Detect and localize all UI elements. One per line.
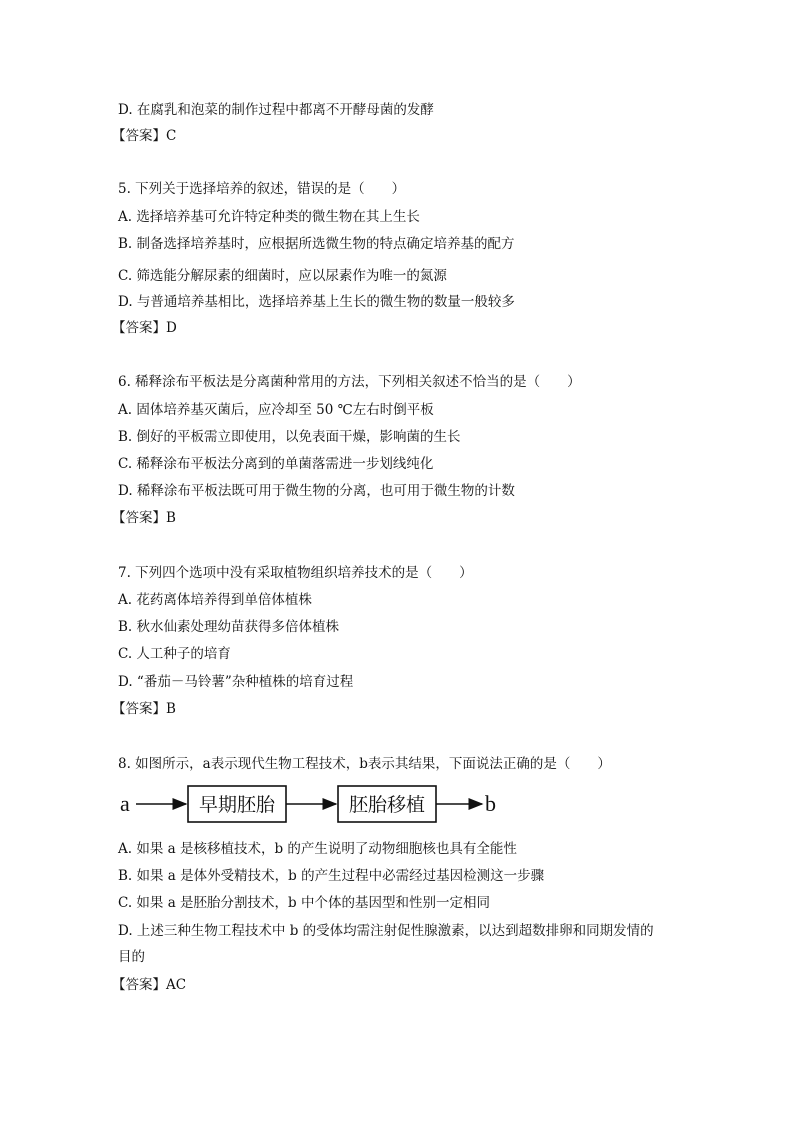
q7-option-c: C. 人工种子的培育 <box>118 646 231 662</box>
q5-option-d: D. 与普通培养基相比，选择培养基上生长的微生物的数量一般较多 <box>118 294 515 310</box>
diagram-box2-label: 胚胎移植 <box>348 794 426 816</box>
q8-answer: 【答案】AC <box>112 977 187 993</box>
q5-option-c: C. 筛选能分解尿素的细菌时，应以尿素作为唯一的氮源 <box>118 268 447 284</box>
q7-option-b: B. 秋水仙素处理幼苗获得多倍体植株 <box>118 619 340 635</box>
q7-option-a: A. 花药离体培养得到单倍体植株 <box>118 592 312 608</box>
q6-option-b: B. 倒好的平板需立即使用，以免表面干燥，影响菌的生长 <box>118 429 461 445</box>
q8-option-d: D. 上述三种生物工程技术中 b 的受体均需注射促性腺激素，以达到超数排卵和同期发情的 <box>118 923 654 939</box>
diagram-start-label: a <box>120 791 130 816</box>
flow-diagram <box>118 780 518 830</box>
q8-stem: 8. 如图所示，a表示现代生物工程技术，b表示其结果，下面说法正确的是（ ） <box>118 756 611 772</box>
q6-stem: 6. 稀释涂布平板法是分离菌种常用的方法，下列相关叙述不恰当的是（ ） <box>118 374 581 390</box>
q7-option-d: D. “番茄－马铃薯”杂种植株的培育过程 <box>118 674 354 690</box>
q6-answer: 【答案】B <box>112 510 176 526</box>
q8-option-d-continued: 目的 <box>118 949 145 965</box>
prev-option-d: D. 在腐乳和泡菜的制作过程中都离不开酵母菌的发酵 <box>118 102 434 118</box>
q5-option-a: A. 选择培养基可允许特定种类的微生物在其上生长 <box>118 209 420 225</box>
q8-option-c: C. 如果 a 是胚胎分割技术，b 中个体的基因型和性别一定相同 <box>118 895 490 911</box>
q6-option-a: A. 固体培养基灭菌后，应冷却至 50 ℃左右时倒平板 <box>118 402 434 418</box>
q7-answer: 【答案】B <box>112 701 176 717</box>
q6-option-c: C. 稀释涂布平板法分离到的单菌落需进一步划线纯化 <box>118 456 434 472</box>
prev-answer: 【答案】C <box>112 128 177 144</box>
q5-option-b: B. 制备选择培养基时，应根据所选微生物的特点确定培养基的配方 <box>118 236 515 252</box>
q8-option-a: A. 如果 a 是核移植技术，b 的产生说明了动物细胞核也具有全能性 <box>118 841 517 857</box>
q5-answer: 【答案】D <box>112 320 177 336</box>
diagram-box1-label: 早期胚胎 <box>198 794 276 816</box>
q8-option-b: B. 如果 a 是体外受精技术，b 的产生过程中必需经过基因检测这一步骤 <box>118 868 545 884</box>
q5-stem: 5. 下列关于选择培养的叙述，错误的是（ ） <box>118 181 406 197</box>
diagram-end-label: b <box>485 791 496 816</box>
q6-option-d: D. 稀释涂布平板法既可用于微生物的分离，也可用于微生物的计数 <box>118 483 515 499</box>
q7-stem: 7. 下列四个选项中没有采取植物组织培养技术的是（ ） <box>118 565 473 581</box>
